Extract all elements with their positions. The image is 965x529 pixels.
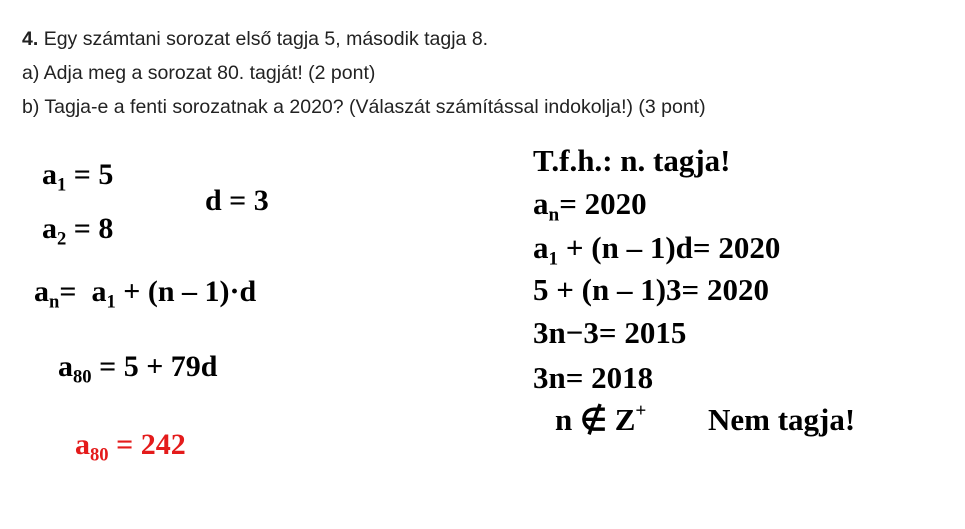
numeric-equation: 5 + (n – 1)3= 2020 [533, 272, 769, 307]
solved-equation: 3n= 2018 [533, 360, 654, 395]
conclusion-text: Nem tagja! [708, 402, 856, 437]
notin-expression: n ∉ Z [555, 402, 636, 437]
an-equation: $a_n= 2020$ [533, 186, 647, 226]
problem-number: 4. [22, 28, 39, 50]
problem-part-a: a) Adja meg a sorozat 80. tagját! (2 pont) [22, 62, 376, 84]
formula-rhs: + (n – 1)·d [123, 275, 257, 308]
a2-value: = 8 [73, 212, 114, 245]
problem-statement [22, 22, 706, 124]
difference-equation: d = 3 [205, 184, 269, 217]
a80-expression: $a_{80} = 5 + 79d$ [58, 350, 218, 388]
a80-expr-value: = 5 + 79d [99, 350, 218, 383]
substituted-formula: $a_1 + (n - 1)d= 2020$ [533, 230, 781, 270]
substituted-formula-rest: + (n – 1)d= 2020 [565, 230, 781, 265]
formula-equals: = [59, 275, 77, 308]
a2-equation: $a_2 = 8$ [42, 212, 114, 250]
a80-result-value: = 242 [116, 428, 186, 461]
problem-part-b: b) Tagja-e a fenti sorozatnak a 2020? (Válaszát számítással indokolja!) (3 pont) [22, 96, 706, 118]
an-value: = 2020 [559, 186, 647, 221]
notin-superscript: + [635, 400, 647, 422]
problem-line-1 [22, 22, 706, 56]
not-integer-statement [555, 402, 646, 438]
general-term-formula: $a_n= a_1 + (n - 1)\cdot d$ [34, 275, 257, 313]
assumption-line: T.f.h.: n. tagja! [533, 143, 731, 178]
a80-result: $a_{80} = 242$ [75, 428, 186, 466]
a1-value: = 5 [73, 158, 114, 191]
a1-equation: $a_1 = 5$ [42, 158, 114, 196]
problem-intro: Egy számtani sorozat első tagja 5, második tagja 8. [43, 28, 489, 50]
simplified-equation: 3n−3= 2015 [533, 315, 687, 350]
